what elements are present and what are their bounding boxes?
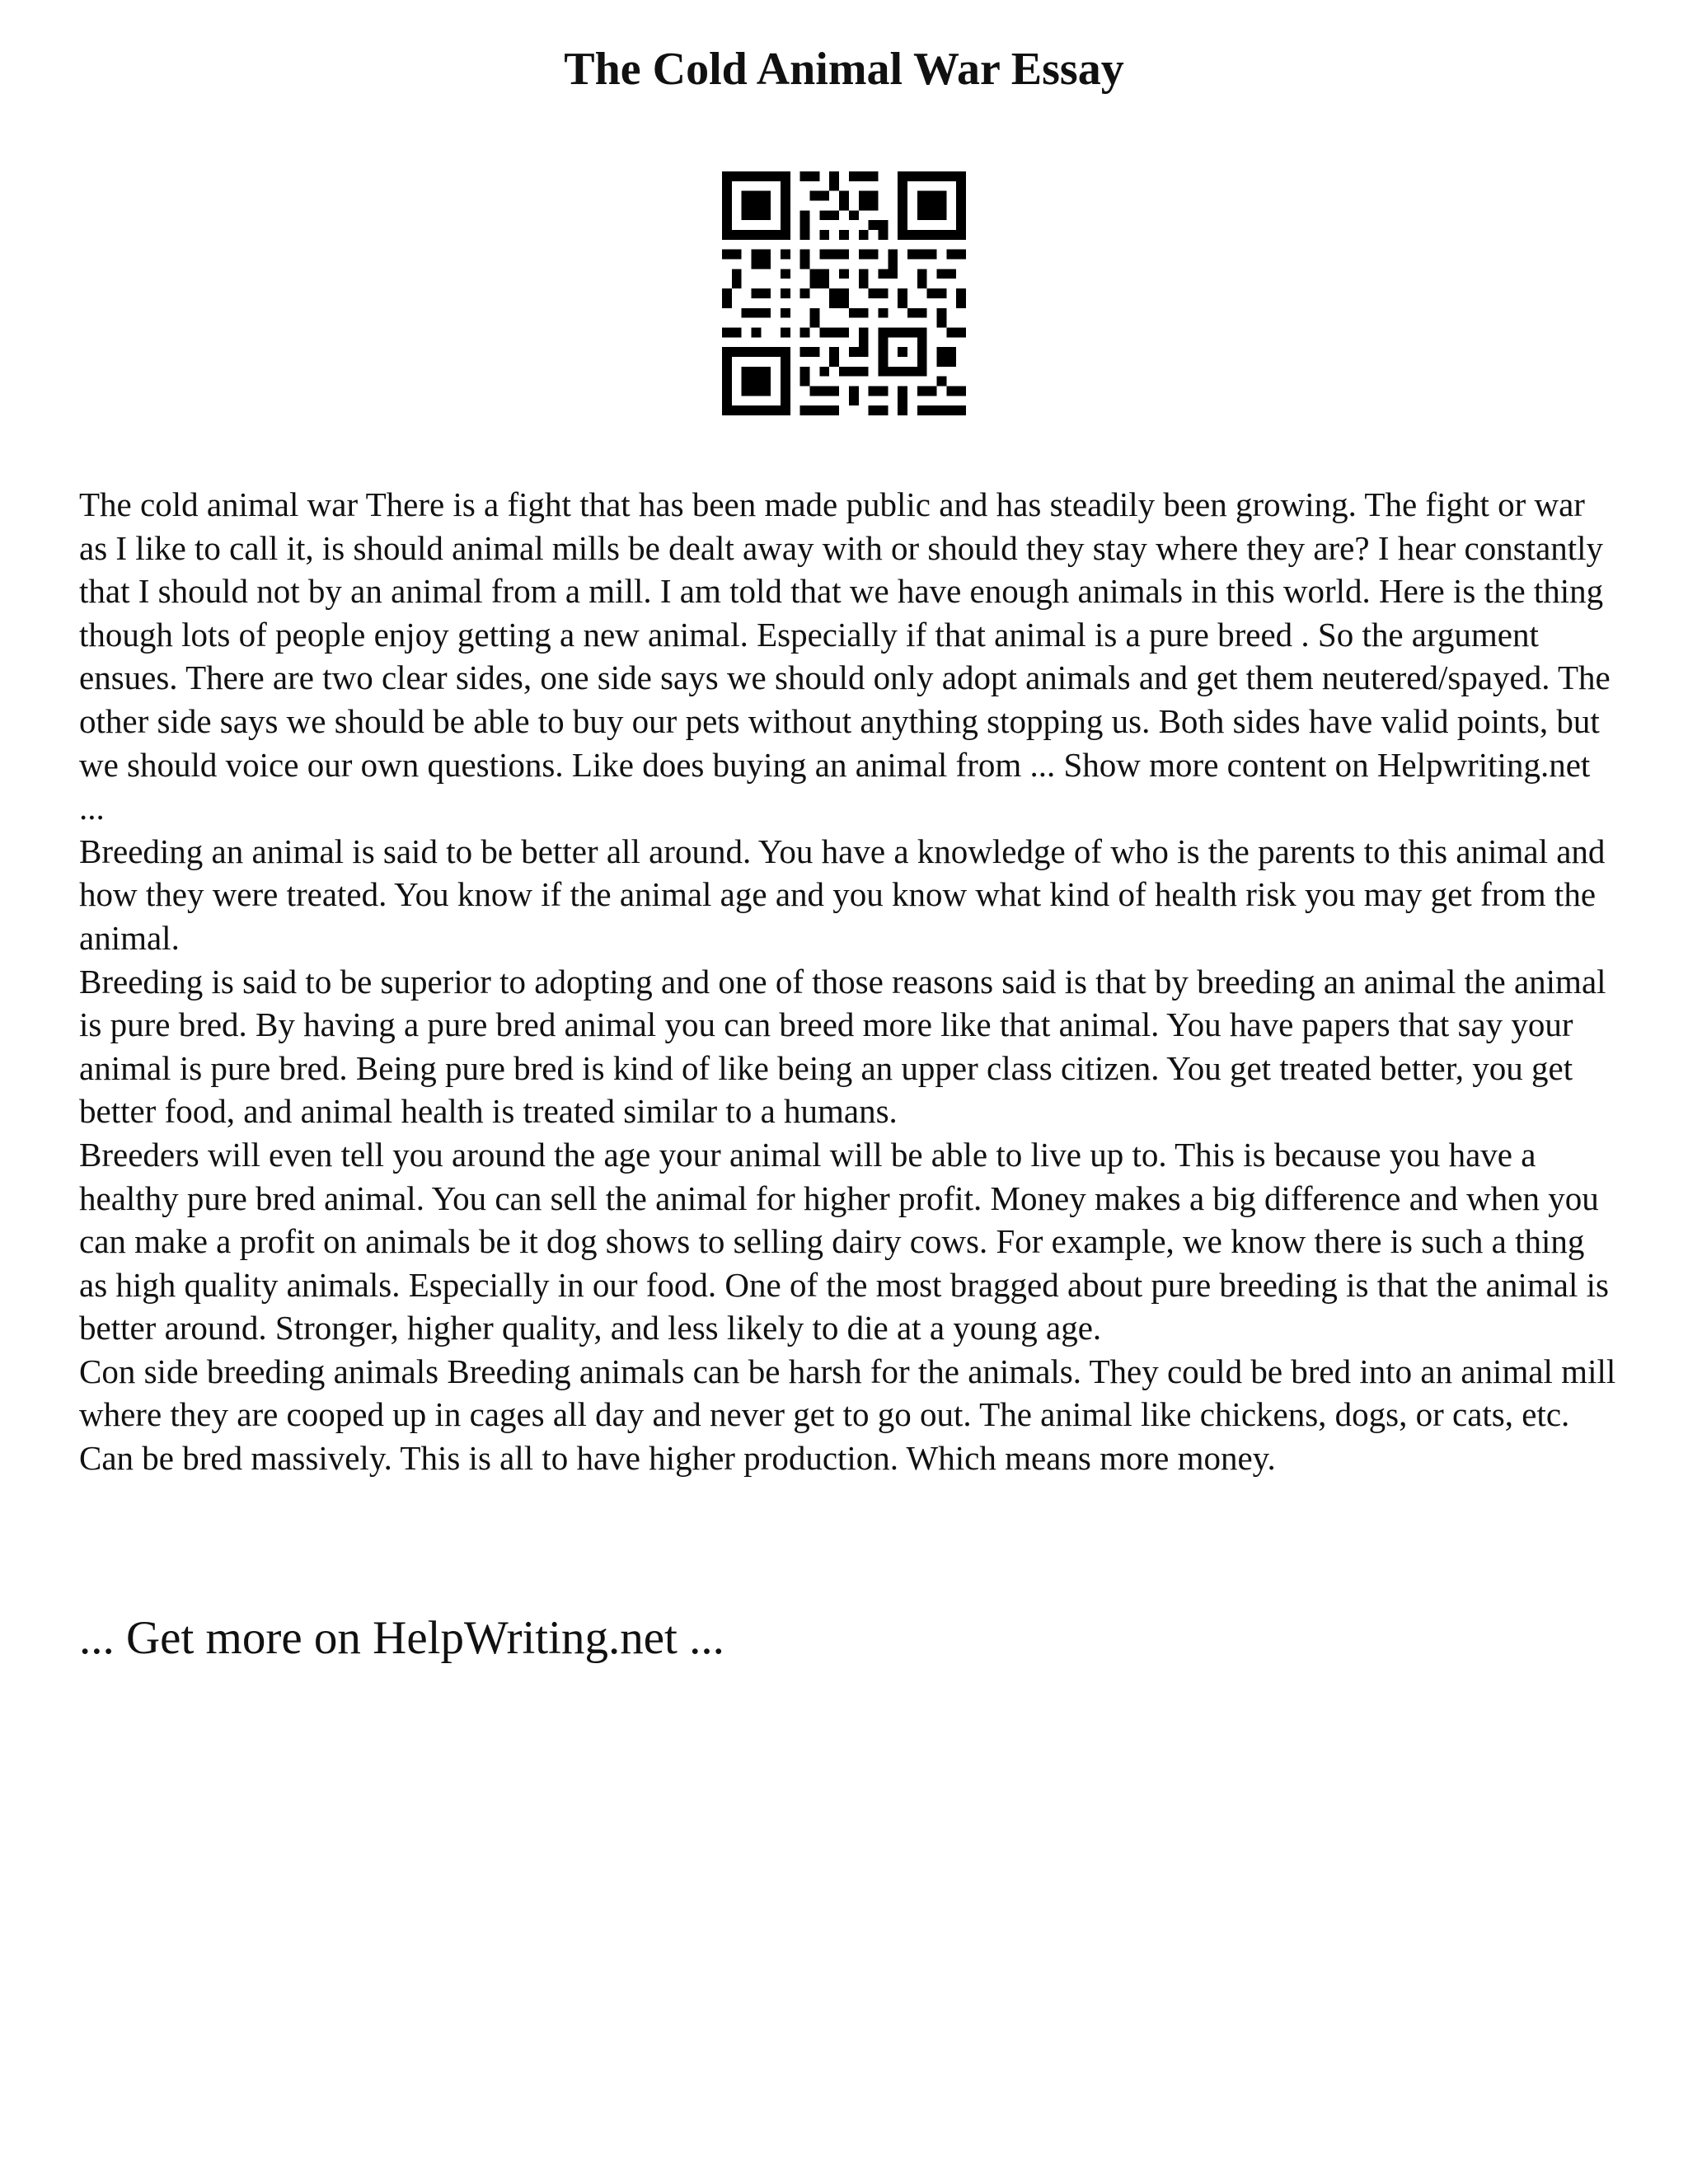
qr-code-icon: [722, 171, 966, 415]
essay-paragraph: Breeders will even tell you around the age your animal will be able to live up to. This is because you have a healthy pure bred animal. You can sell the animal for higher profit. Money makes a big difference and when you can make a profit on animals be it dog shows to selling dairy cows. For example, we know there is such a thing as high quality animals. Especially in our food. One of the most bragged about pure breeding is that the animal is better around. Stronger, higher quality, and less likely to die at a young age.: [79, 1135, 1609, 1347]
essay-body: [79, 483, 1620, 1480]
essay-paragraph: Con side breeding animals Breeding animals can be harsh for the animals. They could be bred into an animal mill where they are cooped up in cages all day and never get to go out. The animal like chickens, dogs, or cats, etc. Can be bred massively. This is all to have higher production. Which means more money.: [79, 1352, 1616, 1478]
essay-paragraph: The cold animal war There is a fight that has been made public and has steadily been growing. The fight or war as I like to call it, is should animal mills be dealt away with or should they stay where they are? I hear constantly that I should not by an animal from a mill. I am told that we have enough animals in this world. Here is the thing though lots of people enjoy getting a new animal. Especially if that animal is a pure breed . So the argument ensues. There are two clear sides, one side says we should only adopt animals and get them neutered/spayed. The other side says we should be able to buy our pets without anything stopping us. Both sides have valid points, but we should voice our own questions. Like does buying an animal from ... Show more content on Helpwriting.net ...: [79, 485, 1611, 827]
essay-paragraph: Breeding an animal is said to be better all around. You have a knowledge of who is the parents to this animal and how they were treated. You know if the animal age and you know what kind of health risk you may get from the animal.: [79, 832, 1606, 957]
essay-paragraph: Breeding is said to be superior to adopting and one of those reasons said is that by breeding an animal the animal is pure bred. By having a pure bred animal you can breed more like that animal. You have papers that say your animal is pure bred. Being pure bred is kind of like being an upper class citizen. You get treated better, you get better food, and animal health is treated similar to a humans.: [79, 962, 1606, 1131]
page-title: The Cold Animal War Essay: [564, 44, 1124, 95]
get-more-link[interactable]: ... Get more on HelpWriting.net ...: [79, 1612, 724, 1664]
